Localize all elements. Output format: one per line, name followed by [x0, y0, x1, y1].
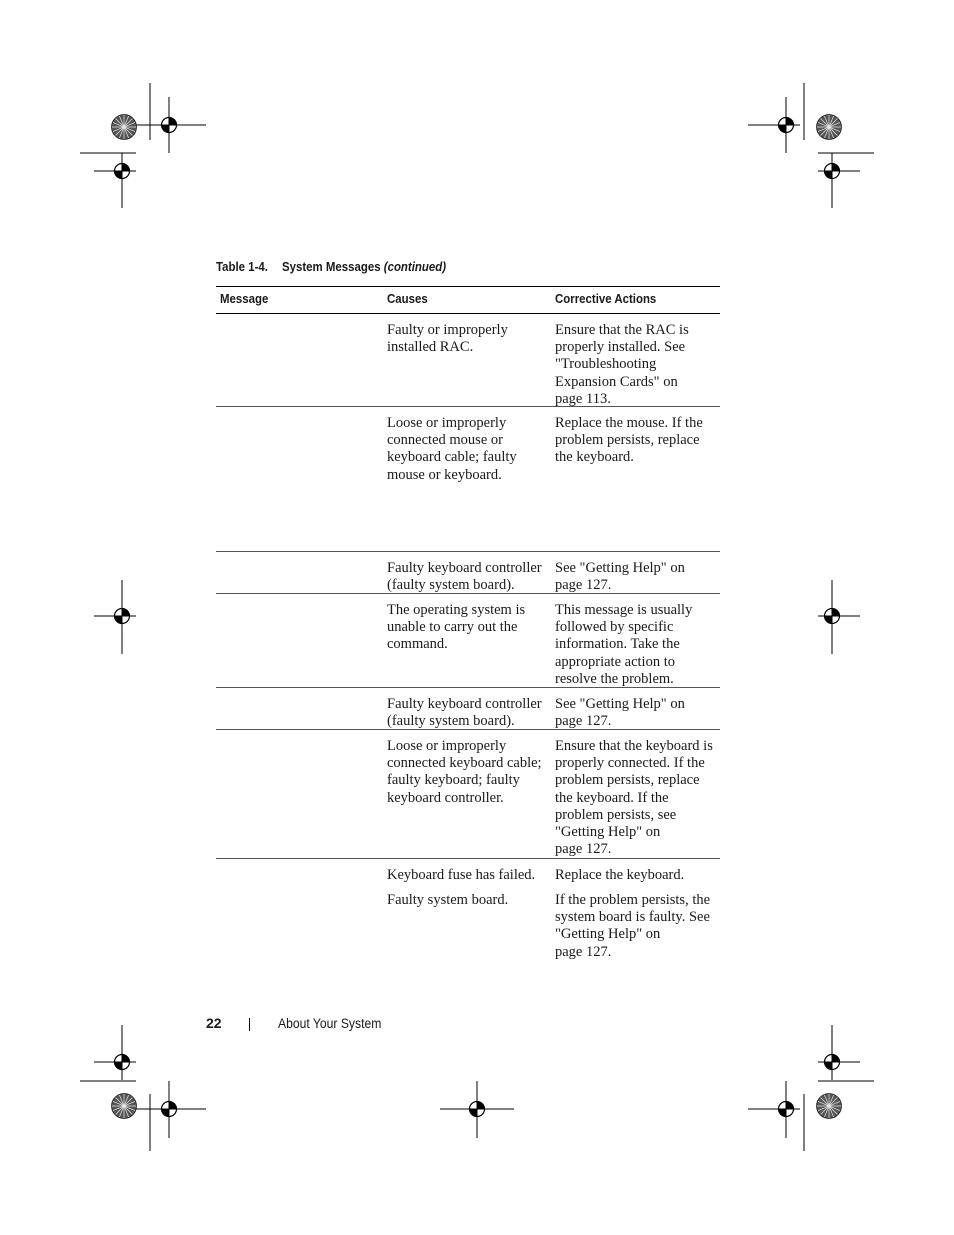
action-cell: Replace the mouse. If the problem persists, replace the keyboard.	[555, 415, 703, 466]
page-number: 22	[206, 1015, 222, 1031]
table-caption-continued: (continued)	[383, 259, 447, 274]
action-cell: See "Getting Help" on page 127.	[555, 696, 685, 730]
cause-cell: Loose or improperly connected mouse or keyboard cable; faulty mouse or keyboard.	[387, 415, 517, 483]
cause-cell: Faulty or improperly installed RAC.	[387, 322, 508, 356]
cause-cell: The operating system is unable to carry out the command.	[387, 602, 526, 653]
table-caption-title: System Messages	[282, 259, 381, 274]
action-cell: If the problem persists, the system board is faulty. See "Getting Help" on page 127.	[555, 892, 711, 960]
table-caption-label: Table 1-4.	[216, 259, 268, 274]
section-title: About Your System	[278, 1016, 382, 1031]
action-cell: Ensure that the keyboard is properly connected. If the problem persists, replace the keyboard. If the problem persists, see "Getting Help" on page 127.	[555, 738, 713, 858]
crop-mark-lines	[80, 83, 874, 1151]
cause-cell: Faulty system board.	[387, 892, 509, 908]
cause-cell: Loose or improperly connected keyboard cable; faulty keyboard; faulty keyboard controller.	[387, 738, 542, 806]
cause-cell: Faulty keyboard controller (faulty system board).	[387, 696, 542, 730]
action-cell: Replace the keyboard.	[555, 867, 685, 883]
action-cell: This message is usually followed by specific information. Take the appropriate action to resolve the problem.	[555, 602, 693, 687]
header-message: Message	[220, 291, 269, 306]
action-cell: See "Getting Help" on page 127.	[555, 560, 685, 594]
header-causes: Causes	[387, 291, 428, 306]
cause-cell: Faulty keyboard controller (faulty system board).	[387, 560, 542, 594]
cause-cell: Keyboard fuse has failed.	[387, 867, 536, 883]
header-corrective-actions: Corrective Actions	[555, 291, 657, 306]
action-cell: Ensure that the RAC is properly installed. See "Troubleshooting Expansion Cards" on page 113.	[555, 322, 689, 407]
